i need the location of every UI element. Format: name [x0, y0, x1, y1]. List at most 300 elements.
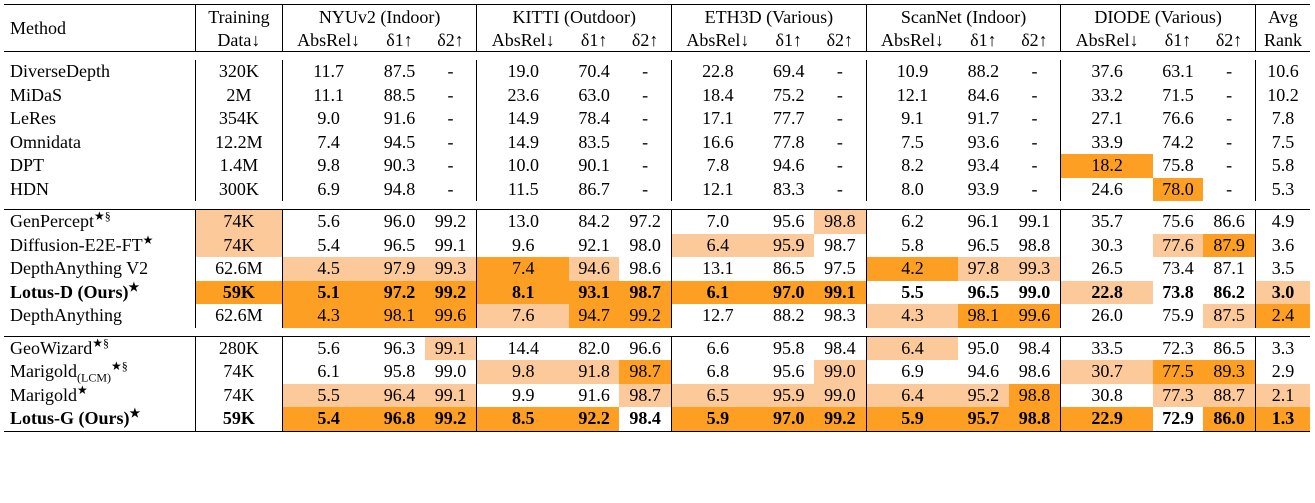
method-name-cell: [4, 107, 195, 131]
method-superscript: ★§: [111, 359, 128, 373]
method-name: LeRes: [10, 108, 56, 128]
nyuv2-delta2-cell: -: [447, 61, 454, 81]
header-metric-absrel: AbsRel↓: [866, 29, 958, 52]
header-dataset-nyuv2: NYUv2 (Indoor): [282, 5, 477, 30]
diode-absrel-cell: 30.3: [1061, 234, 1153, 258]
diode-delta2-cell: 86.0: [1203, 407, 1255, 431]
diode-delta2-cell: 88.7: [1203, 384, 1255, 408]
avg-rank-cell: 3.0: [1255, 281, 1310, 305]
diode-absrel-cell: 35.7: [1061, 210, 1153, 234]
header-metric-delta2: δ2↑: [814, 29, 866, 52]
avg-rank-cell: 7.5: [1255, 131, 1310, 155]
kitti-delta1-cell: 94.7: [569, 304, 619, 328]
kitti-absrel-cell: 7.6: [477, 304, 569, 328]
diode-delta2-cell: -: [1226, 61, 1233, 81]
method-name-cell: [4, 84, 195, 108]
scannet-absrel-cell: 5.5: [866, 281, 958, 305]
diode-absrel-cell: 26.0: [1061, 304, 1153, 328]
scannet-absrel-cell: 6.2: [866, 210, 958, 234]
kitti-delta1-cell: 94.6: [569, 257, 619, 281]
eth3d-absrel-cell: 22.8: [672, 60, 764, 84]
scannet-delta2-cell: 98.6: [1018, 361, 1051, 381]
training-data-cell: 59K: [195, 407, 282, 431]
kitti-delta1-cell: 92.1: [578, 234, 610, 255]
method-superscript: ★§: [93, 209, 111, 223]
diode-absrel-cell: 26.5: [1061, 257, 1153, 281]
diode-delta2-cell: -: [1226, 84, 1233, 105]
method-name-cell: [4, 210, 195, 234]
nyuv2-delta1-cell: 90.3: [383, 155, 416, 175]
table-row: [4, 360, 1310, 384]
diode-absrel-cell: 27.1: [1061, 107, 1153, 131]
diode-delta1-cell: 77.6: [1153, 234, 1203, 258]
scannet-delta2-cell: 99.1: [1018, 211, 1051, 231]
scannet-delta1-cell: 93.9: [967, 178, 1000, 199]
table-body: [4, 52, 1310, 432]
eth3d-absrel-cell: 7.0: [672, 210, 764, 234]
nyuv2-absrel-cell: 5.6: [282, 210, 374, 234]
diode-delta1-cell: 77.5: [1153, 360, 1203, 384]
header-metric-delta2: δ2↑: [1009, 29, 1061, 52]
scannet-absrel-cell: 9.1: [866, 107, 958, 131]
eth3d-delta2-cell: 99.0: [814, 360, 866, 384]
table-row: [4, 257, 1310, 281]
avg-rank-cell: 3.5: [1255, 257, 1310, 281]
nyuv2-delta1-cell: 96.0: [383, 211, 416, 231]
kitti-delta2-cell: -: [642, 131, 649, 152]
kitti-absrel-cell: 13.0: [477, 210, 569, 234]
kitti-delta2-cell: 98.7: [619, 360, 671, 384]
header-metric-absrel: AbsRel↓: [282, 29, 374, 52]
scannet-absrel-cell: 12.1: [866, 84, 958, 108]
training-data-cell: 300K: [195, 178, 282, 202]
eth3d-absrel-cell: 6.8: [672, 360, 764, 384]
method-name: DepthAnything: [10, 305, 122, 325]
method-name-cell: [4, 281, 195, 305]
kitti-absrel-cell: 8.5: [477, 407, 569, 431]
method-name: MiDaS: [10, 84, 63, 105]
scannet-absrel-cell: 6.4: [866, 336, 958, 360]
header-dataset-kitti: KITTI (Outdoor): [477, 5, 672, 30]
scannet-delta2-cell: -: [1031, 108, 1038, 128]
eth3d-delta1-cell: 83.3: [773, 178, 805, 199]
table-header: [4, 5, 1310, 52]
method-name-cell: [4, 384, 195, 408]
method-name-cell: [4, 407, 195, 431]
table-row: [4, 107, 1310, 131]
table-row: [4, 407, 1310, 431]
kitti-absrel-cell: 9.8: [477, 360, 569, 384]
scannet-delta2-cell: 98.8: [1009, 407, 1061, 431]
eth3d-delta2-cell: 98.4: [824, 337, 856, 358]
scannet-delta2-cell: -: [1031, 61, 1038, 81]
kitti-delta1-cell: 78.4: [578, 108, 610, 128]
scannet-absrel-cell: 6.9: [866, 360, 958, 384]
eth3d-absrel-cell: 6.5: [672, 384, 764, 408]
group-separator: [4, 52, 1310, 61]
scannet-delta1-cell: 88.2: [967, 61, 1000, 81]
nyuv2-delta2-cell: 99.2: [425, 281, 477, 305]
kitti-absrel-cell: 10.0: [477, 154, 569, 178]
nyuv2-delta1-cell: 94.5: [383, 131, 416, 152]
avg-rank-cell: 2.4: [1255, 304, 1310, 328]
scannet-absrel-cell: 10.9: [866, 60, 958, 84]
header-metric-delta1: δ1↑: [764, 29, 814, 52]
nyuv2-delta1-cell: 96.4: [374, 384, 424, 408]
diode-delta1-cell: 74.2: [1162, 131, 1194, 152]
eth3d-delta2-cell: 99.2: [814, 407, 866, 431]
header-metric-absrel: AbsRel↓: [477, 29, 569, 52]
nyuv2-delta1-cell: 95.8: [383, 361, 416, 381]
eth3d-absrel-cell: 17.1: [672, 107, 764, 131]
kitti-delta2-cell: 98.7: [619, 384, 671, 408]
method-name: Diffusion-E2E-FT: [10, 234, 143, 255]
nyuv2-absrel-cell: 5.6: [282, 336, 374, 360]
method-superscript: ★: [77, 382, 88, 397]
results-table: [4, 4, 1310, 432]
scannet-delta1-cell: 96.5: [967, 234, 1000, 255]
eth3d-delta2-cell: 98.8: [814, 210, 866, 234]
nyuv2-absrel-cell: 6.1: [282, 360, 374, 384]
avg-rank-cell: 7.8: [1255, 107, 1310, 131]
eth3d-delta2-cell: -: [836, 155, 843, 175]
eth3d-delta2-cell: -: [836, 61, 843, 81]
header-method: Method: [4, 5, 195, 52]
diode-delta2-cell: 87.1: [1213, 258, 1245, 278]
scannet-delta1-cell: 96.1: [967, 211, 1000, 231]
header-training-line1: Training: [195, 5, 282, 30]
kitti-delta1-cell: 63.0: [578, 84, 610, 105]
method-name: DPT: [10, 155, 45, 175]
group-separator: [4, 328, 1310, 337]
diode-absrel-cell: 30.7: [1061, 360, 1153, 384]
diode-delta2-cell: -: [1226, 155, 1233, 175]
scannet-absrel-cell: 8.0: [866, 178, 958, 202]
nyuv2-delta2-cell: 99.3: [425, 257, 477, 281]
kitti-delta2-cell: 96.6: [629, 337, 661, 358]
scannet-delta2-cell: -: [1031, 178, 1038, 199]
method-superscript: ★: [129, 406, 141, 420]
nyuv2-delta1-cell: 91.6: [383, 108, 416, 128]
scannet-delta2-cell: 98.8: [1018, 234, 1051, 255]
scannet-absrel-cell: 4.2: [866, 257, 958, 281]
eth3d-delta1-cell: 95.6: [773, 361, 805, 381]
eth3d-delta2-cell: -: [836, 84, 843, 105]
diode-delta2-cell: -: [1226, 178, 1233, 199]
training-data-cell: 354K: [195, 107, 282, 131]
scannet-absrel-cell: 7.5: [866, 131, 958, 155]
table-row: [4, 281, 1310, 305]
kitti-delta2-cell: -: [642, 61, 649, 81]
nyuv2-absrel-cell: 5.5: [282, 384, 374, 408]
nyuv2-absrel-cell: 11.7: [282, 60, 374, 84]
header-metric-delta1: δ1↑: [1153, 29, 1203, 52]
diode-absrel-cell: 30.8: [1061, 384, 1153, 408]
scannet-delta1-cell: 84.6: [967, 84, 1000, 105]
kitti-delta2-cell: -: [642, 108, 649, 128]
nyuv2-delta2-cell: -: [447, 155, 454, 175]
avg-rank-cell: 5.8: [1255, 154, 1310, 178]
avg-rank-cell: 5.3: [1255, 178, 1310, 202]
nyuv2-absrel-cell: 4.5: [282, 257, 374, 281]
diode-delta1-cell: 75.8: [1162, 155, 1194, 175]
method-subscript: (LCM): [77, 370, 111, 385]
eth3d-delta2-cell: 99.1: [814, 281, 866, 305]
kitti-delta2-cell: -: [642, 84, 649, 105]
eth3d-delta2-cell: 98.3: [824, 305, 856, 325]
diode-absrel-cell: 18.2: [1061, 154, 1153, 178]
method-superscript: ★§: [92, 335, 109, 350]
nyuv2-absrel-cell: 9.0: [282, 107, 374, 131]
scannet-absrel-cell: 4.3: [866, 304, 958, 328]
method-name: DepthAnything V2: [10, 258, 149, 278]
nyuv2-delta2-cell: 99.1: [434, 234, 467, 255]
nyuv2-delta2-cell: 99.2: [425, 407, 477, 431]
nyuv2-delta1-cell: 87.5: [383, 61, 416, 81]
eth3d-absrel-cell: 7.8: [672, 154, 764, 178]
diode-absrel-cell: 37.6: [1061, 60, 1153, 84]
eth3d-delta2-cell: 97.5: [824, 258, 856, 278]
training-data-cell: 74K: [195, 234, 282, 258]
header-dataset-eth3d: ETH3D (Various): [672, 5, 867, 30]
training-data-cell: 74K: [195, 360, 282, 384]
diode-delta2-cell: 87.5: [1203, 304, 1255, 328]
training-data-cell: 74K: [195, 384, 282, 408]
kitti-delta2-cell: 98.6: [629, 258, 661, 278]
header-metric-delta2: δ2↑: [619, 29, 671, 52]
table-row: [4, 60, 1310, 84]
nyuv2-delta1-cell: 96.3: [383, 337, 416, 358]
kitti-delta1-cell: 84.2: [578, 211, 610, 231]
training-data-cell: 2M: [195, 84, 282, 108]
header-metric-delta2: δ2↑: [1203, 29, 1255, 52]
training-data-cell: 320K: [195, 60, 282, 84]
nyuv2-delta1-cell: 88.5: [383, 84, 416, 105]
eth3d-absrel-cell: 12.1: [672, 178, 764, 202]
kitti-absrel-cell: 9.6: [477, 234, 569, 258]
scannet-delta2-cell: 98.4: [1018, 337, 1051, 358]
kitti-delta2-cell: 98.4: [619, 407, 671, 431]
scannet-absrel-cell: 5.8: [866, 234, 958, 258]
scannet-delta1-cell: 95.0: [967, 337, 1000, 358]
nyuv2-delta2-cell: 99.1: [425, 336, 477, 360]
eth3d-delta1-cell: 95.9: [764, 384, 814, 408]
nyuv2-delta2-cell: -: [447, 84, 454, 105]
training-data-cell: 12.2M: [195, 131, 282, 155]
kitti-delta1-cell: 91.6: [578, 384, 610, 405]
method-superscript: ★: [142, 232, 154, 247]
method-name: Marigold: [10, 384, 77, 405]
eth3d-absrel-cell: 6.4: [672, 234, 764, 258]
scannet-delta2-cell: 98.8: [1009, 384, 1061, 408]
training-data-cell: 59K: [195, 281, 282, 305]
kitti-absrel-cell: 19.0: [477, 60, 569, 84]
header-metric-delta1: δ1↑: [569, 29, 619, 52]
nyuv2-delta1-cell: 98.1: [374, 304, 424, 328]
header-avg-line1: Avg: [1255, 5, 1310, 30]
table-row: [4, 178, 1310, 202]
scannet-delta2-cell: 99.0: [1018, 281, 1051, 302]
method-name-cell: [4, 234, 195, 258]
header-training-line2: Data↓: [195, 29, 282, 52]
scannet-delta1-cell: 98.1: [958, 304, 1008, 328]
group-separator: [4, 201, 1310, 210]
kitti-absrel-cell: 11.5: [477, 178, 569, 202]
header-metric-absrel: AbsRel↓: [1061, 29, 1153, 52]
header-dataset-scannet: ScanNet (Indoor): [866, 5, 1061, 30]
diode-delta1-cell: 75.6: [1162, 211, 1194, 231]
nyuv2-delta1-cell: 97.9: [374, 257, 424, 281]
scannet-delta2-cell: 99.3: [1009, 257, 1061, 281]
kitti-delta2-cell: 98.0: [629, 234, 661, 255]
avg-rank-cell: 2.1: [1255, 384, 1310, 408]
eth3d-delta2-cell: -: [836, 131, 843, 152]
nyuv2-delta2-cell: 99.2: [434, 211, 467, 231]
nyuv2-absrel-cell: 5.4: [282, 234, 374, 258]
eth3d-absrel-cell: 5.9: [672, 407, 764, 431]
diode-delta1-cell: 78.0: [1153, 178, 1203, 202]
nyuv2-delta2-cell: 99.6: [425, 304, 477, 328]
eth3d-delta1-cell: 95.9: [764, 234, 814, 258]
eth3d-absrel-cell: 6.6: [672, 336, 764, 360]
eth3d-delta2-cell: -: [836, 108, 843, 128]
diode-delta2-cell: 86.2: [1213, 281, 1245, 302]
avg-rank-cell: 2.9: [1255, 360, 1310, 384]
nyuv2-delta2-cell: -: [447, 178, 454, 199]
table-row: [4, 234, 1310, 258]
scannet-delta1-cell: 93.4: [967, 155, 1000, 175]
nyuv2-absrel-cell: 5.1: [282, 281, 374, 305]
nyuv2-delta1-cell: 96.8: [374, 407, 424, 431]
header-metric-absrel: AbsRel↓: [672, 29, 764, 52]
nyuv2-delta2-cell: -: [447, 108, 454, 128]
method-name-cell: [4, 178, 195, 202]
nyuv2-absrel-cell: 5.4: [282, 407, 374, 431]
method-name-cell: [4, 257, 195, 281]
diode-delta1-cell: 75.9: [1162, 305, 1194, 325]
eth3d-delta1-cell: 97.0: [764, 281, 814, 305]
method-name: Marigold: [10, 361, 77, 381]
kitti-absrel-cell: 23.6: [477, 84, 569, 108]
header-metric-delta1: δ1↑: [374, 29, 424, 52]
scannet-delta2-cell: -: [1031, 131, 1038, 152]
kitti-delta2-cell: -: [642, 155, 649, 175]
kitti-delta2-cell: -: [642, 178, 649, 199]
diode-delta1-cell: 77.3: [1153, 384, 1203, 408]
avg-rank-cell: 1.3: [1255, 407, 1310, 431]
nyuv2-delta2-cell: -: [447, 131, 454, 152]
eth3d-delta2-cell: 99.0: [814, 384, 866, 408]
diode-delta1-cell: 72.9: [1153, 407, 1203, 431]
avg-rank-cell: 4.9: [1255, 210, 1310, 234]
kitti-absrel-cell: 14.4: [477, 336, 569, 360]
scannet-delta1-cell: 96.5: [967, 281, 1000, 302]
training-data-cell: 62.6M: [195, 257, 282, 281]
method-name: Lotus-D (Ours): [10, 281, 129, 302]
results-table-container: [4, 4, 1310, 432]
diode-delta2-cell: -: [1226, 108, 1233, 128]
scannet-delta1-cell: 91.7: [967, 108, 1000, 128]
kitti-absrel-cell: 14.9: [477, 131, 569, 155]
scannet-delta2-cell: 99.6: [1009, 304, 1061, 328]
nyuv2-absrel-cell: 4.3: [282, 304, 374, 328]
kitti-absrel-cell: 8.1: [477, 281, 569, 305]
table-row: [4, 304, 1310, 328]
diode-delta2-cell: 86.5: [1213, 337, 1245, 358]
nyuv2-delta2-cell: 99.1: [425, 384, 477, 408]
header-dataset-diode: DIODE (Various): [1061, 5, 1256, 30]
method-name-cell: [4, 131, 195, 155]
method-superscript: ★: [128, 279, 140, 294]
method-name: HDN: [10, 178, 49, 199]
diode-absrel-cell: 33.9: [1061, 131, 1153, 155]
diode-delta1-cell: 63.1: [1162, 61, 1194, 81]
table-row: [4, 154, 1310, 178]
method-name-cell: [4, 360, 195, 384]
eth3d-absrel-cell: 13.1: [672, 257, 764, 281]
nyuv2-delta2-cell: 99.0: [434, 361, 467, 381]
method-name: Lotus-G (Ours): [10, 408, 130, 428]
nyuv2-absrel-cell: 6.9: [282, 178, 374, 202]
diode-absrel-cell: 24.6: [1061, 178, 1153, 202]
avg-rank-cell: 3.3: [1255, 336, 1310, 360]
scannet-delta2-cell: -: [1031, 155, 1038, 175]
kitti-delta2-cell: 99.2: [619, 304, 671, 328]
diode-delta2-cell: 87.9: [1203, 234, 1255, 258]
nyuv2-absrel-cell: 7.4: [282, 131, 374, 155]
header-avg-line2: Rank: [1255, 29, 1310, 52]
eth3d-delta1-cell: 94.6: [773, 155, 805, 175]
scannet-delta1-cell: 95.7: [958, 407, 1008, 431]
kitti-absrel-cell: 14.9: [477, 107, 569, 131]
table-row: [4, 384, 1310, 408]
eth3d-delta1-cell: 77.8: [773, 131, 805, 152]
diode-absrel-cell: 22.8: [1061, 281, 1153, 305]
eth3d-delta2-cell: 98.7: [824, 234, 856, 255]
eth3d-delta1-cell: 86.5: [773, 258, 805, 278]
diode-delta2-cell: 89.3: [1203, 360, 1255, 384]
eth3d-absrel-cell: 12.7: [672, 304, 764, 328]
nyuv2-absrel-cell: 11.1: [282, 84, 374, 108]
kitti-absrel-cell: 7.4: [477, 257, 569, 281]
eth3d-absrel-cell: 16.6: [672, 131, 764, 155]
eth3d-delta1-cell: 77.7: [773, 108, 805, 128]
table-row: [4, 336, 1310, 360]
scannet-delta1-cell: 97.8: [958, 257, 1008, 281]
method-name: GeoWizard: [10, 337, 93, 358]
diode-delta1-cell: 73.4: [1162, 258, 1194, 278]
diode-delta1-cell: 72.3: [1162, 337, 1194, 358]
kitti-delta1-cell: 93.1: [569, 281, 619, 305]
method-name-cell: [4, 154, 195, 178]
table-row: [4, 84, 1310, 108]
table-row: [4, 131, 1310, 155]
nyuv2-delta1-cell: 96.5: [383, 234, 416, 255]
kitti-delta1-cell: 91.8: [569, 360, 619, 384]
nyuv2-delta1-cell: 94.8: [383, 178, 416, 199]
eth3d-delta2-cell: -: [836, 178, 843, 199]
header-metric-delta2: δ2↑: [425, 29, 477, 52]
eth3d-delta1-cell: 95.6: [773, 211, 805, 231]
training-data-cell: 62.6M: [195, 304, 282, 328]
header-metric-delta1: δ1↑: [958, 29, 1008, 52]
diode-absrel-cell: 33.5: [1061, 336, 1153, 360]
method-name-cell: [4, 336, 195, 360]
training-data-cell: 280K: [195, 336, 282, 360]
scannet-absrel-cell: 5.9: [866, 407, 958, 431]
method-name: GenPercept: [10, 211, 94, 231]
diode-delta1-cell: 76.6: [1162, 108, 1194, 128]
